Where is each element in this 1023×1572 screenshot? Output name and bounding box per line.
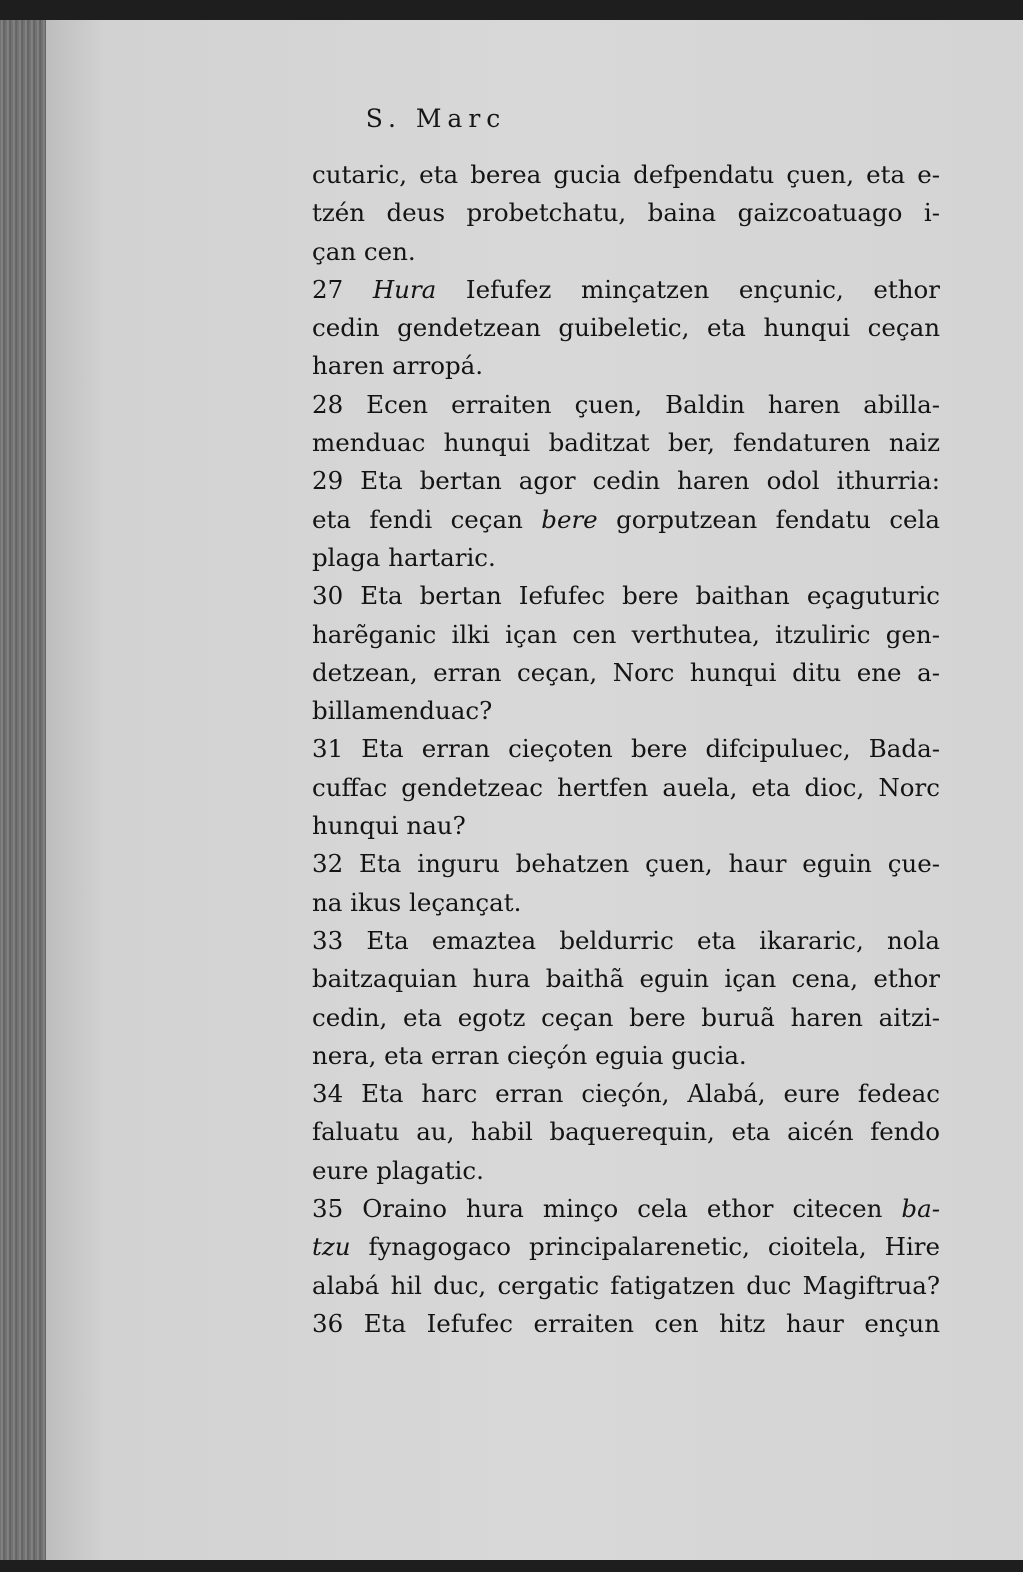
line-text: cedin gendetzean guibeletic, eta hunqui ceçan xyxy=(312,313,940,343)
line-text: detzean, erran ceçan, Norc hunqui ditu ene a- xyxy=(312,657,940,687)
text-line xyxy=(312,1075,940,1113)
text-line xyxy=(312,807,940,845)
line-text: hunqui nau? xyxy=(312,811,466,841)
line-text: 29 Eta bertan agor cedin haren odol ithurria: xyxy=(312,466,940,496)
text-line xyxy=(312,654,940,692)
text-line xyxy=(312,1305,940,1343)
line-text: 31 Eta erran cieçoten bere difcipuluec, Bada- xyxy=(312,734,940,764)
text-line xyxy=(312,884,940,922)
text-line xyxy=(312,156,940,194)
text-line xyxy=(312,386,940,424)
text-line xyxy=(312,692,940,730)
line-lead: 27 xyxy=(312,274,373,304)
line-text: Iefufez minçatzen ençunic, ethor xyxy=(436,274,940,304)
line-text: eure plagatic. xyxy=(312,1155,484,1185)
book-page xyxy=(46,20,1023,1560)
line-text: harẽganic ilki içan cen verthutea, itzuliric gen- xyxy=(312,619,940,649)
italic-word: ba- xyxy=(901,1194,940,1224)
line-text: billamenduac? xyxy=(312,696,493,726)
text-line xyxy=(312,194,940,232)
text-line xyxy=(312,1152,940,1190)
text-line xyxy=(312,271,940,309)
line-text: tzén deus probetchatu, baina gaizcoatuago i- xyxy=(312,198,940,228)
text-line xyxy=(312,1037,940,1075)
line-text: faluatu au, habil baquerequin, eta aicén fendo xyxy=(312,1117,940,1147)
text-line xyxy=(312,960,940,998)
line-text: 33 Eta emaztea beldurric eta ikararic, nola xyxy=(312,925,940,955)
line-text: cuffac gendetzeac hertfen auela, eta dioc, Norc xyxy=(312,772,940,802)
text-line xyxy=(312,462,940,500)
line-text: alabá hil duc, cergatic fatigatzen duc Magiftrua? xyxy=(312,1270,940,1300)
line-text: 28 Ecen erraiten çuen, Baldin haren abilla- xyxy=(312,389,940,419)
line-lead: eta fendi ceçan xyxy=(312,504,542,534)
text-line xyxy=(312,1113,940,1151)
line-text: haren arropá. xyxy=(312,351,484,381)
line-text: 30 Eta bertan Iefufec bere baithan eçaguturic xyxy=(312,581,940,611)
line-text: 34 Eta harc erran cieçón, Alabá, eure fedeac xyxy=(312,1079,940,1109)
italic-word: bere xyxy=(541,504,598,534)
text-line xyxy=(312,1228,940,1266)
line-text: cedin, eta egotz ceçan bere buruã haren aitzi- xyxy=(312,1002,940,1032)
book-page-edges xyxy=(0,20,50,1560)
verse-text-block xyxy=(312,156,940,1343)
text-line xyxy=(312,616,940,654)
line-lead: 35 Oraino hura minço cela ethor citecen xyxy=(312,1194,902,1224)
italic-word: tzu xyxy=(312,1232,351,1262)
line-text: na ikus leçançat. xyxy=(312,887,522,917)
line-text: nera, eta erran cieçón eguia gucia. xyxy=(312,1040,747,1070)
line-text: cutaric, eta berea gucia defpendatu çuen, eta e- xyxy=(312,160,940,189)
line-text: baitzaquian hura baithã eguin içan cena, ethor xyxy=(312,964,940,994)
line-text: gorputzean fendatu cela xyxy=(597,504,940,534)
line-text: çan cen. xyxy=(312,236,416,266)
text-line xyxy=(312,1267,940,1305)
italic-word: Hura xyxy=(372,274,437,304)
line-text: fynagogaco principalarenetic, cioitela, Hire xyxy=(350,1232,940,1262)
text-line xyxy=(312,309,940,347)
line-text: 36 Eta Iefufec erraiten cen hitz haur ençun xyxy=(312,1308,940,1338)
text-line xyxy=(312,922,940,960)
text-line xyxy=(312,1190,940,1228)
line-text: menduac hunqui baditzat ber, fendaturen naiz xyxy=(312,428,940,458)
text-line xyxy=(312,539,940,577)
text-line xyxy=(312,233,940,271)
line-text: plaga hartaric. xyxy=(312,542,496,572)
running-header: S. Marc xyxy=(365,104,507,133)
text-line xyxy=(312,769,940,807)
text-line xyxy=(312,501,940,539)
text-line xyxy=(312,577,940,615)
text-line xyxy=(312,999,940,1037)
text-line xyxy=(312,730,940,768)
line-text: 32 Eta inguru behatzen çuen, haur eguin çue- xyxy=(312,849,940,879)
text-line xyxy=(312,347,940,385)
text-line xyxy=(312,424,940,462)
text-line xyxy=(312,845,940,883)
